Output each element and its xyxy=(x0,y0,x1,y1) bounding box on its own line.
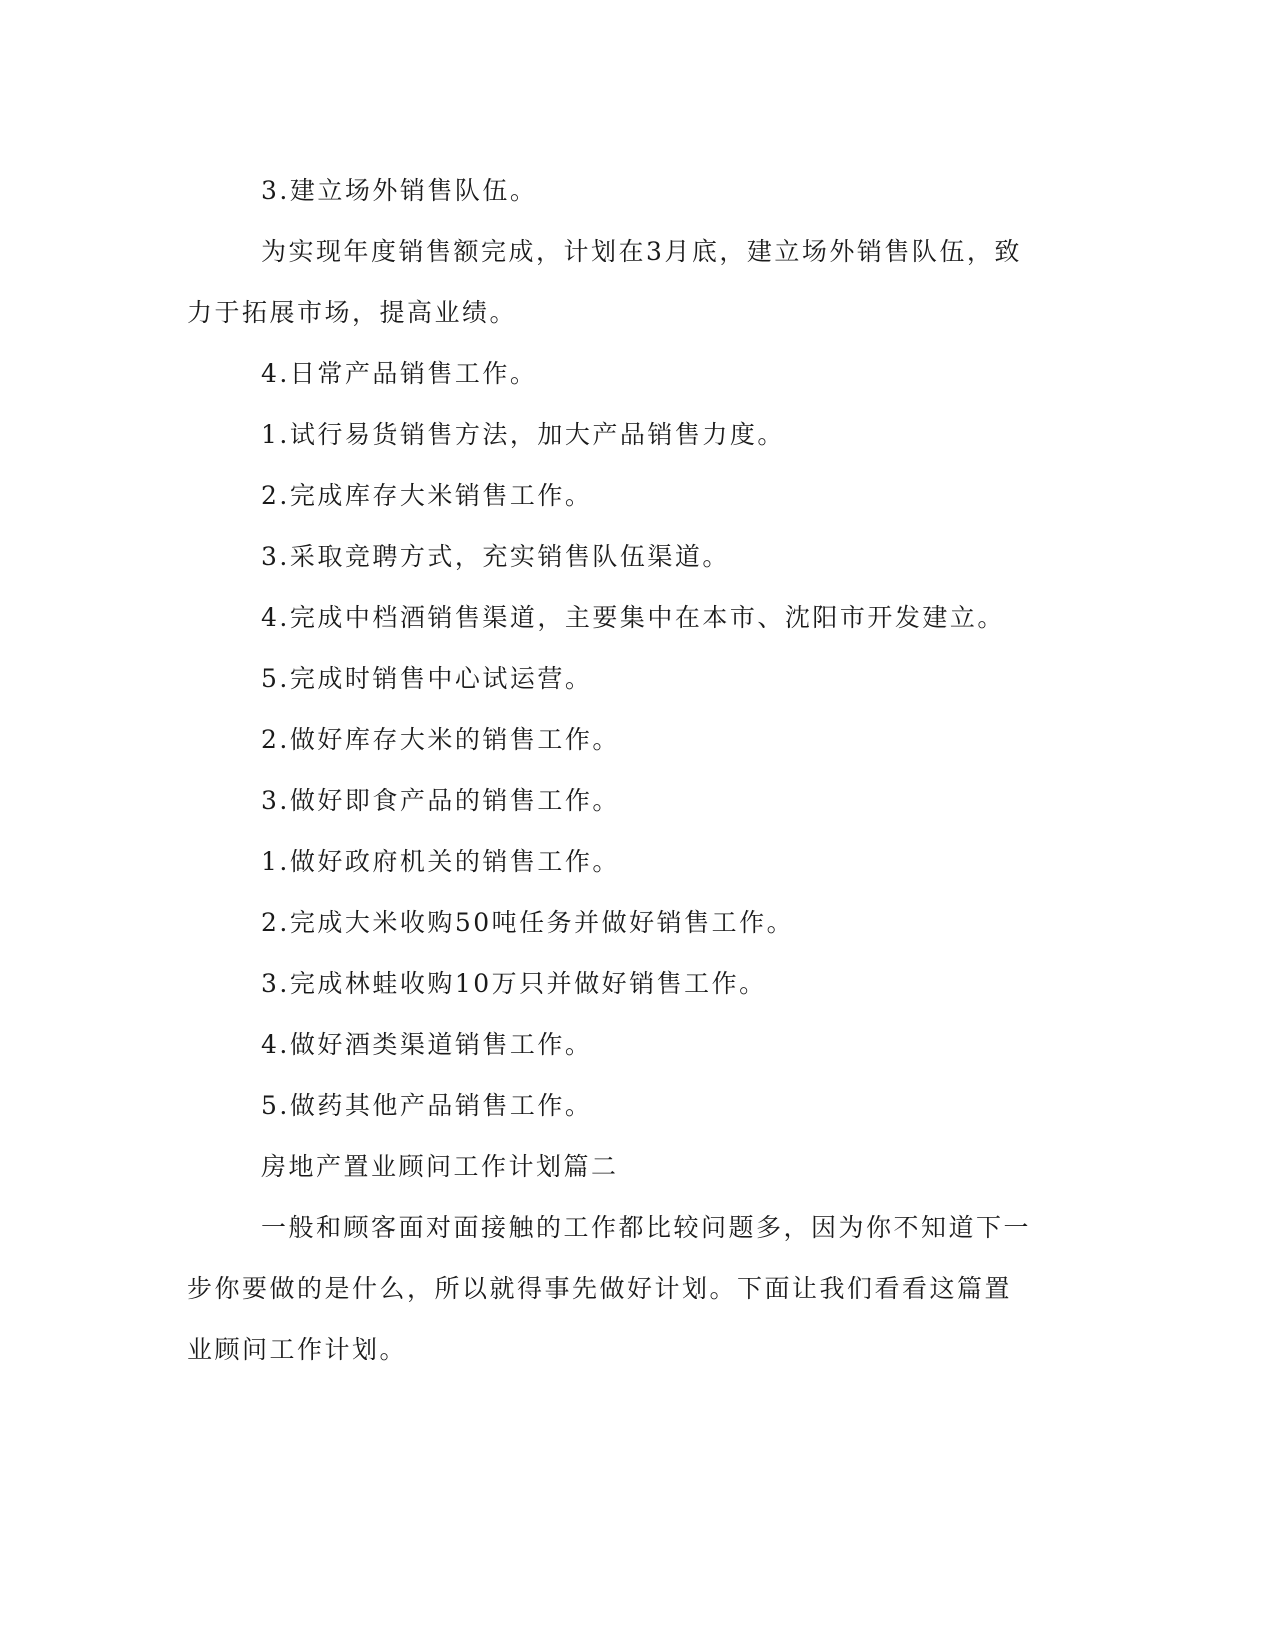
list-item: 4.日常产品销售工作。 xyxy=(261,359,538,388)
list-item: 3.完成林蛙收购10万只并做好销售工作。 xyxy=(261,969,767,998)
list-item: 5.完成时销售中心试运营。 xyxy=(261,664,593,693)
paragraph xyxy=(187,1197,1067,1380)
list-item: 2.做好库存大米的销售工作。 xyxy=(261,725,620,754)
paragraph-line: 力于拓展市场，提高业绩。 xyxy=(187,298,518,327)
list-item: 4.做好酒类渠道销售工作。 xyxy=(261,1030,593,1059)
list-item: 4.完成中档酒销售渠道，主要集中在本市、沈阳市开发建立。 xyxy=(261,603,1005,632)
list-item: 5.做药其他产品销售工作。 xyxy=(261,1091,593,1120)
list-item: 2.完成库存大米销售工作。 xyxy=(261,481,593,510)
list-item: 1.做好政府机关的销售工作。 xyxy=(261,847,620,876)
list-item: 3.采取竞聘方式，充实销售队伍渠道。 xyxy=(261,542,730,571)
list-item: 3.建立场外销售队伍。 xyxy=(261,176,538,205)
paragraph-line: 为实现年度销售额完成，计划在3月底，建立场外销售队伍，致 xyxy=(261,237,1022,266)
document-body xyxy=(187,160,1067,1380)
section-heading: 房地产置业顾问工作计划篇二 xyxy=(261,1152,619,1181)
list-item: 1.试行易货销售方法，加大产品销售力度。 xyxy=(261,420,785,449)
list-item: 3.做好即食产品的销售工作。 xyxy=(261,786,620,815)
list-item: 2.完成大米收购50吨任务并做好销售工作。 xyxy=(261,908,795,937)
paragraph xyxy=(187,221,1067,343)
paragraph-line: 业顾问工作计划。 xyxy=(187,1335,408,1364)
paragraph-line: 步你要做的是什么，所以就得事先做好计划。下面让我们看看这篇置 xyxy=(187,1274,1013,1303)
paragraph-line: 一般和顾客面对面接触的工作都比较问题多，因为你不知道下一 xyxy=(261,1213,1032,1242)
